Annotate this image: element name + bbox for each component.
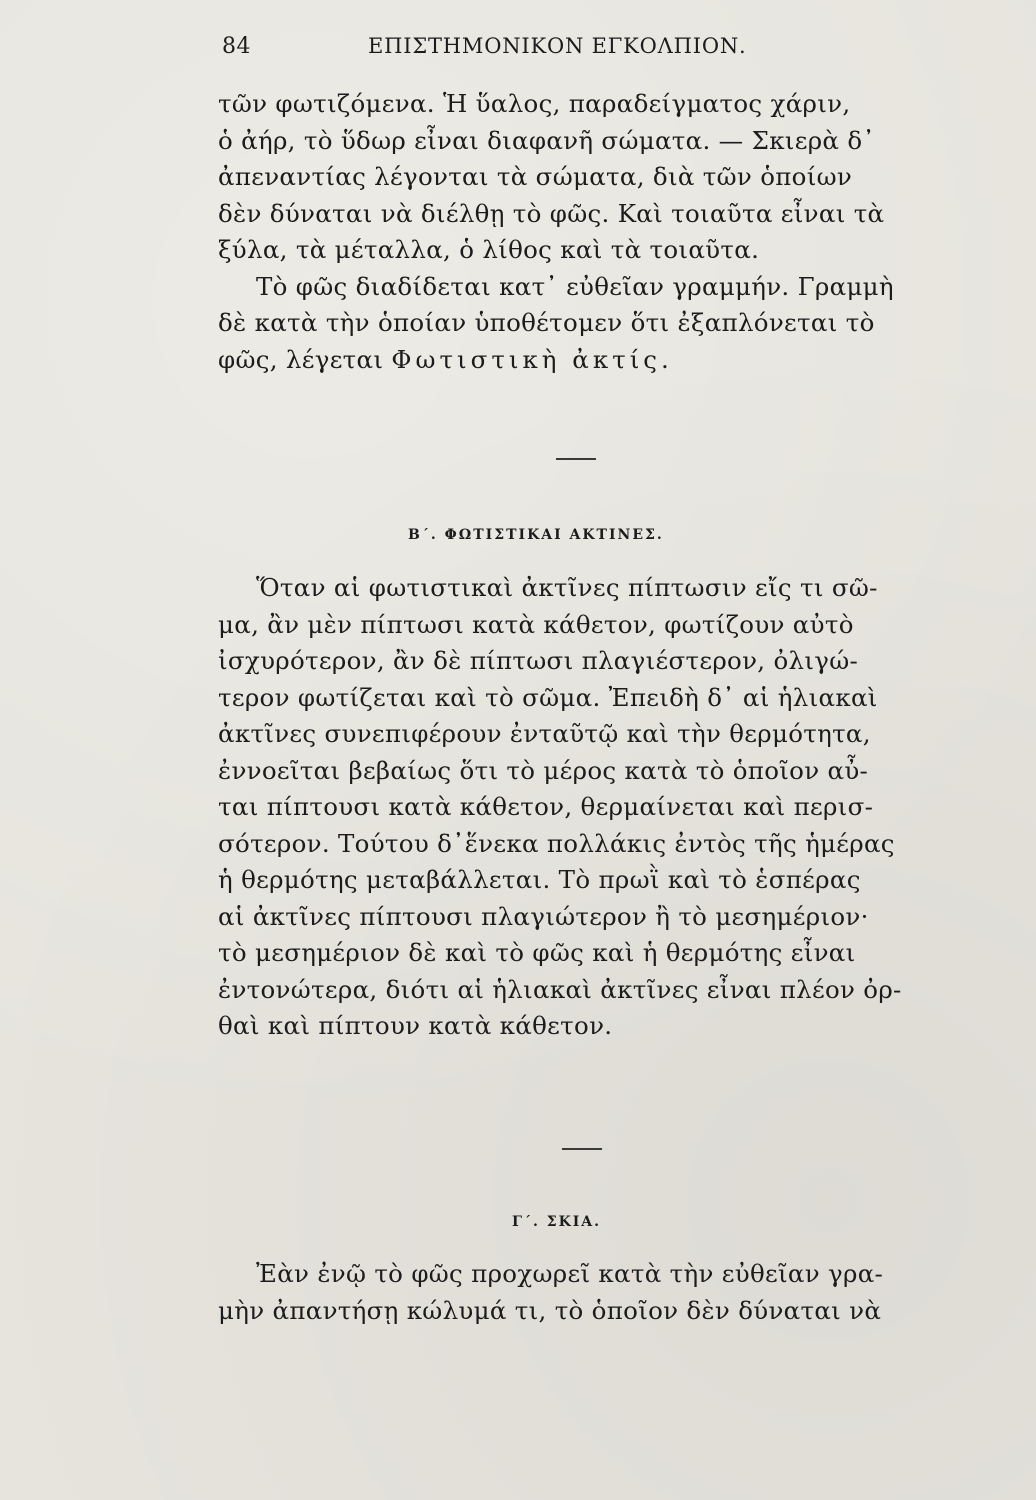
defined-term: Φωτιστικὴ ἀκτίς. xyxy=(391,344,673,374)
text-line: σότερον. Τούτου δ᾽ἕνεκα πολλάκις ἐντὸς τῆς ἡμέρας xyxy=(218,828,895,858)
text-line: ἰσχυρότερον, ἂν δὲ πίπτωσι πλαγιέστερον, ὀλιγώ- xyxy=(218,646,859,675)
text-line: τὸ μεσημέριον δὲ καὶ τὸ φῶς καὶ ἡ θερμότης εἶναι xyxy=(218,938,856,967)
running-head xyxy=(222,34,752,66)
text-line: ἀπεναντίας λέγονται τὰ σώματα, διὰ τῶν ὁποίων xyxy=(218,162,853,191)
section-divider xyxy=(562,1148,602,1150)
text-line: ἐννοεῖται βεβαίως ὅτι τὸ μέρος κατὰ τὸ ὁποῖον αὖ- xyxy=(218,755,869,785)
text-line-last xyxy=(218,342,748,379)
text-line: μα, ἂν μὲν πίπτωσι κατὰ κάθετον, φωτίζουν αὐτὸ xyxy=(218,609,854,639)
text-line: ξύλα, τὰ μέταλλα, ὁ λίθος καὶ τὰ τοιαῦτα. xyxy=(218,235,760,264)
section-3-text xyxy=(218,1256,884,1329)
running-title: ΕΠΙΣΤΗΜΟΝΙΚΟΝ ΕΓΚΟΛΠΙΟΝ. xyxy=(368,34,747,58)
text-line: τῶν φωτιζόμενα. Ἡ ὕαλος, παραδείγματος χάριν, xyxy=(218,89,851,118)
section-1-text xyxy=(218,86,894,378)
text-line: τερον φωτίζεται καὶ τὸ σῶμα. Ἐπειδὴ δ᾽ αἱ ἡλιακαὶ xyxy=(218,682,878,712)
text-line: δὲ κατὰ τὴν ὁποίαν ὑποθέτομεν ὅτι ἐξαπλόνεται τὸ xyxy=(218,308,875,337)
text-line: ἡ θερμότης μεταβάλλεται. Τὸ πρωῒ καὶ τὸ ἑσπέρας xyxy=(218,865,861,894)
page-number: 84 xyxy=(222,34,251,59)
text-line: Ἐὰν ἐνῷ τὸ φῶς προχωρεῖ κατὰ τὴν εὐθεῖαν γρα- xyxy=(256,1259,884,1288)
text-line: δὲν δύναται νὰ διέλθῃ τὸ φῶς. Καὶ τοιαῦτα εἶναι τὰ xyxy=(218,198,885,228)
section-divider xyxy=(556,458,596,460)
text-line: θαὶ καὶ πίπτουν κατὰ κάθετον. xyxy=(218,1011,613,1040)
section-heading: Γ΄. ΣΚΙΑ. xyxy=(512,1214,602,1230)
text-line: Τὸ φῶς διαδίδεται κατ᾽ εὐθεῖαν γραμμήν. Γραμμὴ xyxy=(256,271,894,301)
text-fragment: φῶς, λέγεται xyxy=(218,344,392,374)
text-line: αἱ ἀκτῖνες πίπτουσι πλαγιώτερον ἢ τὸ μεσημέριον· xyxy=(218,901,869,931)
text-line: Ὅταν αἱ φωτιστικαὶ ἀκτῖνες πίπτωσιν εἴς τι σῶ- xyxy=(256,573,878,602)
section-2-text xyxy=(218,570,902,1045)
section-heading: Β΄. ΦΩΤΙΣΤΙΚΑΙ ΑΚΤΙΝΕΣ. xyxy=(408,527,664,543)
text-line: μὴν ἀπαντήσῃ κώλυμά τι, τὸ ὁποῖον δὲν δύναται νὰ xyxy=(218,1295,882,1325)
text-line: ἐντονώτερα, διότι αἱ ἡλιακαὶ ἀκτῖνες εἶναι πλέον ὀρ- xyxy=(218,974,902,1004)
text-line: ται πίπτουσι κατὰ κάθετον, θερμαίνεται καὶ περισ- xyxy=(218,792,874,821)
text-line: ὁ ἀήρ, τὸ ὕδωρ εἶναι διαφανῆ σώματα. — Σκιερὰ δ᾽ xyxy=(218,125,875,155)
text-line: ἀκτῖνες συνεπιφέρουν ἐνταῦτῷ καὶ τὴν θερμότητα, xyxy=(218,719,871,748)
